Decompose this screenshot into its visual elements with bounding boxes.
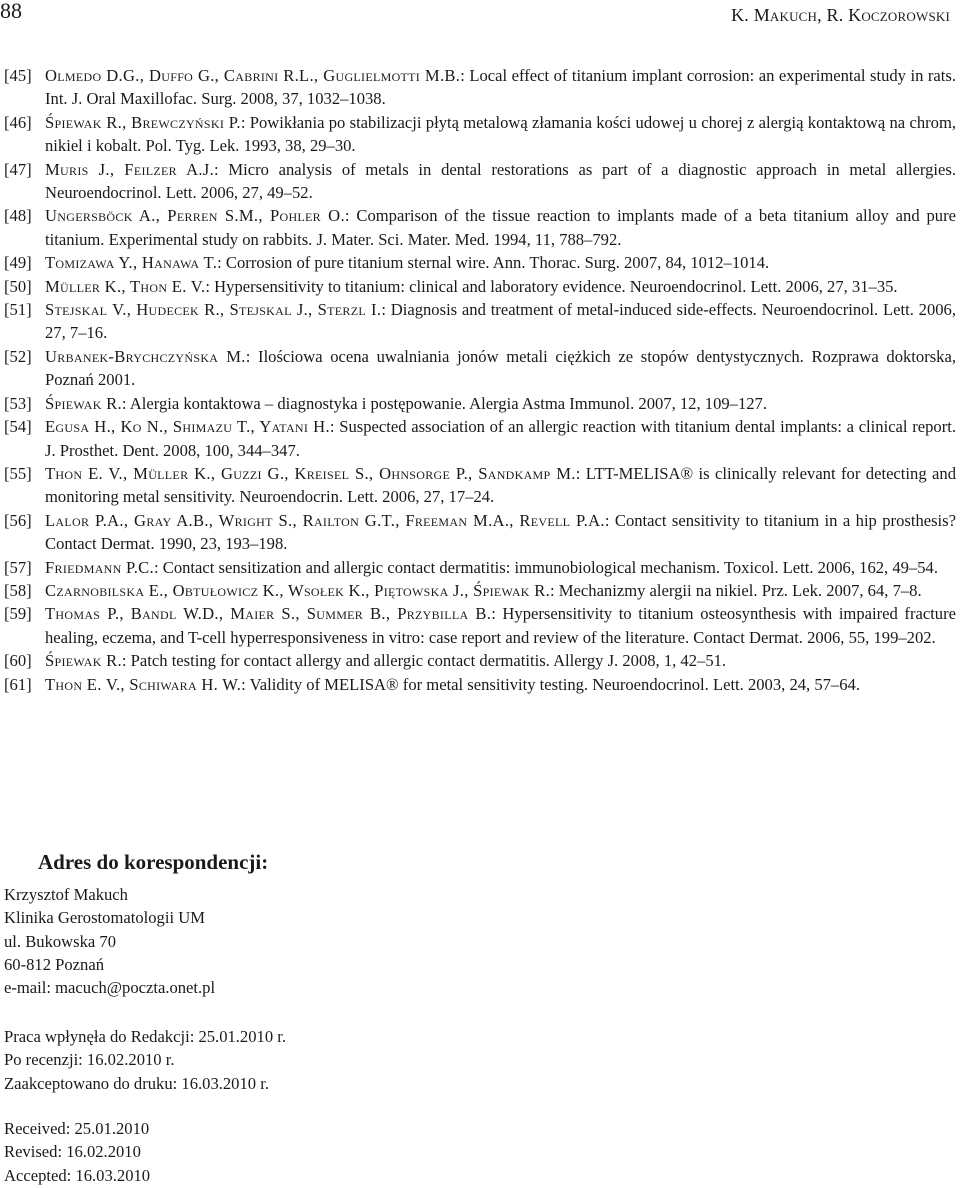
reference-text: : Mechanizmy alergii na nikiel. Prz. Lek. 2007, 64, 7–8.	[550, 580, 922, 600]
reference-text: : Corrosion of pure titanium sternal wire. Ann. Thorac. Surg. 2007, 84, 1012–1014.	[217, 253, 770, 273]
history-reviewed: Po recenzji: 16.02.2010 r.	[4, 1050, 175, 1070]
date-revised: Revised: 16.02.2010	[4, 1142, 141, 1162]
journal-dates	[4, 1117, 150, 1187]
reference-text: : Hypersensitivity to titanium: clinical and laboratory evidence. Neuroendocrinol. Lett. 2006, 27, 31–35.	[205, 276, 898, 296]
reference-authors: Śpiewak R.	[45, 651, 122, 671]
reference-authors: Olmedo D.G., Duffo G., Cabrini R.L., Guglielmotti M.B.	[45, 66, 461, 85]
page-number: 88	[0, 0, 22, 23]
reference-authors: Lalor P.A., Gray A.B., Wright S., Railton G.T., Freeman M.A., Revell P.A.	[45, 510, 605, 530]
reference-authors: Urbanek-Brychczyńska M.	[45, 346, 246, 366]
reference-authors: Śpiewak R.	[45, 393, 122, 413]
date-accepted: Accepted: 16.03.2010	[4, 1165, 151, 1185]
reference-text: : Powikłania po stabilizacji płytą metalową złamania kości udowej u chorej z alergią kontaktową na chrom, nikiel i kobalt. Pol. Tyg. Lek. 1993, 38, 29–30.	[45, 112, 957, 156]
reference-item	[4, 275, 956, 298]
reference-item	[4, 415, 956, 462]
reference-number: [54]	[4, 417, 32, 437]
reference-authors: Thomas P., Bandl W.D., Maier S., Summer B., Przybilla B.	[45, 604, 492, 624]
reference-number: [52]	[4, 346, 32, 366]
reference-number: [56]	[4, 510, 32, 530]
reference-authors: Friedmann P.C.	[45, 557, 154, 577]
reference-item	[4, 158, 956, 205]
address-street: ul. Bukowska 70	[4, 931, 117, 951]
reference-number: [50]	[4, 276, 32, 296]
reference-text: : Suspected association of an allergic reaction with titanium dental implants: a clinical report. J. Prosthet. Dent. 2008, 100, 344–347.	[45, 417, 956, 460]
reference-number: [55]	[4, 463, 32, 483]
reference-number: [57]	[4, 557, 32, 577]
reference-number: [59]	[4, 604, 32, 624]
reference-item	[4, 509, 956, 556]
reference-item	[4, 556, 956, 579]
reference-text: : Validity of MELISA® for metal sensitivity testing. Neuroendocrinol. Lett. 2003, 24, 57–64.	[241, 674, 860, 694]
reference-number: [61]	[4, 674, 32, 694]
reference-text: : Ilościowa ocena uwalniania jonów metali ciężkich ze stopów dentystycznych. Rozprawa doktorska, Poznań 2001.	[45, 346, 956, 390]
reference-item	[4, 251, 956, 274]
reference-authors: Muris J., Feilzer A.J.	[45, 159, 215, 179]
reference-text: : Patch testing for contact allergy and allergic contact dermatitis. Allergy J. 2008, 1, 42–51.	[121, 651, 727, 671]
reference-number: [45]	[4, 66, 32, 85]
reference-text: : Alergia kontaktowa – diagnostyka i postępowanie. Alergia Astma Immunol. 2007, 12, 109–127.	[121, 393, 768, 413]
reference-authors: Müller K., Thon E. V.	[45, 276, 206, 296]
reference-text: : LTT-MELISA® is clinically relevant for detecting and monitoring metal sensitivity. Neuroendocrin. Lett. 2006, 27, 17–24.	[45, 463, 957, 507]
reference-number: [46]	[4, 112, 32, 132]
history-accepted: Zaakceptowano do druku: 16.03.2010 r.	[4, 1073, 269, 1093]
reference-item	[4, 204, 956, 251]
reference-number: [51]	[4, 300, 32, 320]
reference-list	[4, 64, 956, 696]
reference-text: : Hypersensitivity to titanium osteosynthesis with impaired fracture healing, eczema, and T-cell hyperresponsiveness in vitro: case report and review of the literature. Contact Dermat. 2006, 55, 199–202.	[45, 604, 956, 647]
address-institution: Klinika Gerostomatologii UM	[4, 908, 205, 928]
reference-authors: Ungersböck A., Perren S.M., Pohler O.	[45, 206, 345, 226]
reference-authors: Tomizawa Y., Hanawa T.	[45, 253, 218, 273]
correspondence-heading: Adres do korespondencji:	[38, 850, 269, 874]
reference-item	[4, 345, 956, 392]
reference-authors: Śpiewak R., Brewczyński P.	[45, 112, 241, 132]
address-city: 60-812 Poznań	[4, 954, 105, 974]
reference-item	[4, 298, 956, 345]
reference-text: : Contact sensitivity to titanium in a hip prosthesis? Contact Dermat. 1990, 23, 193–198.	[45, 510, 956, 554]
reference-number: [47]	[4, 159, 32, 179]
submission-history	[4, 1025, 286, 1095]
reference-item	[4, 111, 956, 158]
reference-text: : Diagnosis and treatment of metal-induced side-effects. Neuroendocrinol. Lett. 2006, 27, 7–16.	[45, 300, 956, 343]
reference-item	[4, 462, 956, 509]
reference-authors: Stejskal V., Hudecek R., Stejskal J., Sterzl I.	[45, 300, 382, 320]
reference-authors: Czarnobilska E., Obtułowicz K., Wsołek K., Piętowska J., Śpiewak R.	[45, 580, 551, 600]
reference-number: [58]	[4, 580, 32, 600]
reference-text: : Contact sensitization and allergic contact dermatitis: immunobiological mechanism. Toxicol. Lett. 2006, 162, 49–54.	[154, 557, 938, 577]
reference-item	[4, 64, 956, 111]
reference-number: [60]	[4, 651, 32, 671]
reference-authors: Thon E. V., Müller K., Guzzi G., Kreisel S., Ohnsorge P., Sandkamp M.	[45, 463, 576, 483]
reference-text: : Local effect of titanium implant corrosion: an experimental study in rats. Int. J. Oral Maxillofac. Surg. 2008, 37, 1032–1038.	[45, 66, 956, 109]
running-head: K. Makuch, R. Koczorowski	[731, 5, 950, 25]
correspondence-address	[4, 883, 215, 999]
reference-item	[4, 392, 956, 415]
address-name: Krzysztof Makuch	[4, 885, 128, 904]
reference-number: [48]	[4, 206, 32, 226]
reference-text: : Micro analysis of metals in dental restorations as part of a diagnostic approach in metal allergies. Neuroendocrinol. Lett. 2006, 27, 49–52.	[45, 159, 956, 203]
reference-item	[4, 673, 956, 696]
reference-number: [53]	[4, 393, 32, 413]
reference-item	[4, 602, 956, 649]
reference-text: : Comparison of the tissue reaction to implants made of a beta titanium alloy and pure titanium. Experimental study on rabbits. J. Mater. Sci. Mater. Med. 1994, 11, 788–792.	[45, 206, 956, 249]
reference-authors: Egusa H., Ko N., Shimazu T., Yatani H.	[45, 417, 330, 437]
reference-item	[4, 649, 956, 672]
history-received: Praca wpłynęła do Redakcji: 25.01.2010 r.	[4, 1027, 287, 1046]
date-received: Received: 25.01.2010	[4, 1119, 150, 1138]
reference-number: [49]	[4, 253, 32, 273]
reference-item	[4, 579, 956, 602]
reference-authors: Thon E. V., Schiwara H. W.	[45, 674, 242, 694]
address-email: e-mail: macuch@poczta.onet.pl	[4, 978, 216, 998]
